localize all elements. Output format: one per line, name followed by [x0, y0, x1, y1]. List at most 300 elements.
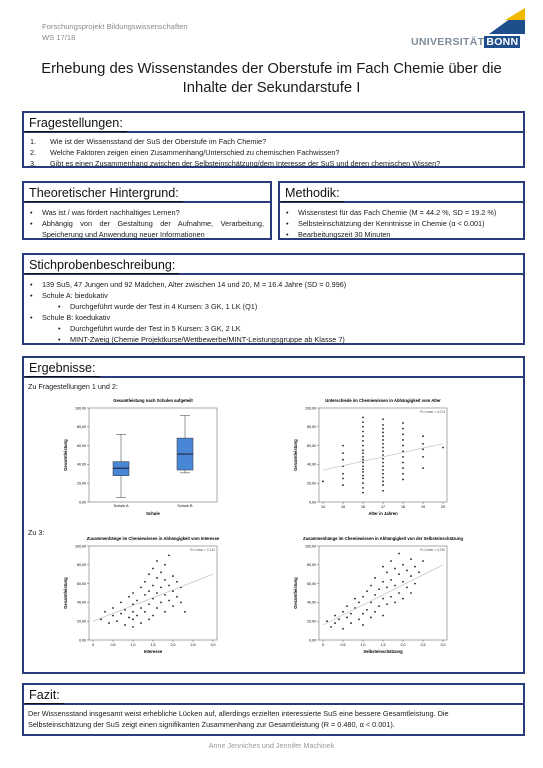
y-tick-label: 100,00	[305, 544, 316, 549]
scatter-point	[382, 566, 384, 568]
item-text: Selbsteinschätzung der Kenntnisse in Chemie (α < 0.001)	[298, 219, 485, 228]
label-fragen-1-2: Zu Fragestellungen 1 und 2:	[28, 382, 118, 391]
scatter-point	[370, 602, 372, 604]
scatter-point	[148, 573, 150, 575]
y-axis-label: Gesamtleistung	[63, 577, 68, 609]
scatter-point	[402, 598, 404, 600]
scatter-point	[422, 443, 424, 445]
scatter-point	[398, 592, 400, 594]
university-logo	[411, 8, 525, 48]
fazit-text	[24, 705, 523, 733]
scatter-point	[382, 480, 384, 482]
scatter-point	[382, 450, 384, 452]
methodik-header	[280, 183, 523, 203]
scatter-point	[148, 590, 150, 592]
x-tick-label: 0,5	[340, 643, 346, 647]
fazit-header	[24, 685, 523, 705]
y-tick-label: 0,00	[79, 638, 86, 643]
scatter-point	[160, 571, 162, 573]
x-tick-label: 2,5	[190, 643, 196, 647]
scatter-point	[362, 482, 364, 484]
scatter-point	[362, 456, 364, 458]
y-tick-label: 20,00	[77, 619, 86, 624]
scatter-point	[382, 462, 384, 464]
x-tick-label: 1,5	[380, 643, 386, 647]
chart-title: Zusammenhänge im Chemiewissen in Abhängigkeit von der Selbsteinschätzung	[303, 536, 463, 541]
y-tick-label: 100,00	[305, 406, 316, 411]
scatter-point	[362, 624, 364, 626]
scatter-point	[100, 618, 102, 620]
list-item	[30, 301, 517, 312]
list-item	[30, 207, 264, 218]
scatter-point	[362, 471, 364, 473]
scatter-point	[342, 473, 344, 475]
list-item	[30, 290, 517, 301]
scatter-point	[164, 594, 166, 596]
scatter-point	[402, 479, 404, 481]
scatter-point	[358, 618, 360, 620]
scatter-point	[124, 624, 126, 626]
scatter-point	[382, 435, 384, 437]
scatter-point	[338, 618, 340, 620]
semester: WS 17/18	[42, 33, 76, 42]
bullet-icon: •	[30, 280, 33, 289]
box-iqr	[113, 462, 129, 476]
scatter-point	[160, 586, 162, 588]
scatter-point	[382, 598, 384, 600]
scatter-point	[156, 607, 158, 609]
scatter-point	[390, 579, 392, 581]
scatter-point	[382, 615, 384, 617]
list-item	[30, 323, 517, 334]
x-tick-label: 1,5	[150, 643, 156, 647]
scatter-point	[136, 600, 138, 602]
item-number: 3.	[30, 159, 37, 168]
scatter-point	[342, 445, 344, 447]
item-text: Wie ist der Wissensstand der SuS der Oberstufe im Fach Chemie?	[50, 137, 267, 146]
x-tick-label: 20	[441, 505, 445, 509]
scatter-point	[362, 468, 364, 470]
x-tick-label: 1,0	[360, 643, 366, 647]
theorie-box	[22, 181, 272, 240]
scatter-point	[374, 577, 376, 579]
y-axis-label: Gesamtleistung	[293, 577, 298, 609]
scatter-point	[398, 573, 400, 575]
item-text: Bearbeitungszeit 30 Minuten	[298, 230, 391, 239]
list-item	[286, 229, 517, 240]
bullet-icon: •	[58, 324, 61, 333]
list-item	[286, 218, 517, 229]
list-item	[30, 312, 517, 323]
scatter-point	[132, 611, 134, 613]
scatter-point	[156, 577, 158, 579]
scatter-point	[406, 570, 408, 572]
bullet-icon: •	[30, 291, 33, 300]
item-text: Durchgeführt wurde der Test in 4 Kursen: 3 GK, 1 LK (Q1)	[70, 302, 258, 311]
y-tick-label: 80,00	[77, 425, 86, 430]
scatter-point	[410, 558, 412, 560]
logo-bonn: BONN	[486, 36, 519, 48]
scatter-point	[362, 475, 364, 477]
methodik-heading: Methodik:	[281, 185, 344, 202]
y-tick-label: 20,00	[307, 481, 316, 486]
list-item	[286, 207, 517, 218]
scatter-point	[382, 428, 384, 430]
y-tick-label: 60,00	[307, 443, 316, 448]
r-squared-annotation: R² Linear = 0,142	[190, 548, 215, 552]
scatter-point	[362, 613, 364, 615]
scatter-point	[136, 615, 138, 617]
x-tick-label: 1,0	[130, 643, 136, 647]
y-tick-label: 0,00	[309, 638, 316, 643]
y-tick-label: 60,00	[307, 581, 316, 586]
methodik-list	[280, 203, 523, 244]
scatter-point	[112, 615, 114, 617]
scatter-point	[104, 611, 106, 613]
scatter-point	[342, 478, 344, 480]
scatter-point	[402, 473, 404, 475]
scatter-point	[366, 609, 368, 611]
scatter-point	[164, 564, 166, 566]
scatter-point	[362, 478, 364, 480]
authors: Anne Jenniches und Jennifer Machinek	[208, 741, 335, 750]
list-item	[30, 334, 517, 345]
scatter-point	[132, 592, 134, 594]
scatter-point	[342, 628, 344, 630]
x-tick-label: 3,0	[210, 643, 216, 647]
scatter-point	[398, 553, 400, 555]
y-tick-label: 60,00	[77, 443, 86, 448]
scatter-point	[382, 447, 384, 449]
scatter-point	[164, 611, 166, 613]
scatter-point	[354, 598, 356, 600]
x-tick-label: 0	[92, 643, 94, 647]
scatter-point	[362, 462, 364, 464]
poster-title-line2: Inhalte der Sekundarstufe I	[182, 80, 361, 96]
scatter-point	[362, 465, 364, 467]
y-tick-label: 40,00	[307, 462, 316, 467]
scatter-point	[386, 586, 388, 588]
item-number: 1.	[30, 137, 37, 146]
scatter-point	[382, 465, 384, 467]
scatter-point	[402, 467, 404, 469]
bullet-icon: •	[58, 302, 61, 311]
x-tick-label: 14	[321, 505, 325, 509]
scatter-point	[120, 613, 122, 615]
chart-title: Gesamtleistung nach Schulen aufgeteilt	[113, 398, 193, 403]
x-axis-label: Interesse	[143, 649, 163, 654]
fazit-heading: Fazit:	[25, 687, 64, 704]
x-tick-label: 2,0	[400, 643, 406, 647]
chart-background	[59, 394, 234, 524]
scatter-point	[382, 443, 384, 445]
item-text: Gibt es einen Zusammenhang zwischen der Selbsteinschätzung/dem Interesse der SuS und deren chemischen Wissen?	[50, 159, 441, 168]
scatter-point	[342, 611, 344, 613]
item-text: Welche Faktoren zeigen einen Zusammenhang/Unterschied zu chemischen Fachwissen?	[50, 148, 340, 157]
list-item	[30, 279, 517, 290]
scatter-point	[124, 609, 126, 611]
stichprobe-box	[22, 253, 525, 345]
y-axis-label: Gesamtleistung	[63, 439, 68, 471]
fragestellungen-heading: Fragestellungen:	[25, 115, 127, 132]
scatter-point	[422, 560, 424, 562]
x-tick-label: 0	[322, 643, 324, 647]
bullet-icon: •	[30, 208, 33, 217]
scatter-point	[116, 620, 118, 622]
logo-text	[411, 36, 520, 48]
x-category-label: Schule A	[113, 504, 129, 508]
scatter-point	[140, 622, 142, 624]
y-tick-label: 40,00	[77, 462, 86, 467]
x-axis-label: Alter in Jahren	[368, 511, 398, 516]
theorie-list	[24, 203, 270, 244]
y-tick-label: 20,00	[77, 481, 86, 486]
logo-mark-icon	[485, 8, 525, 34]
list-item	[30, 218, 264, 240]
stichprobe-list	[24, 275, 523, 349]
item-text: Schule B: koedukativ	[42, 313, 111, 322]
item-text: Durchgeführt wurde der Test in 5 Kursen: 3 GK, 2 LK	[70, 324, 241, 333]
fazit-line1: Der Wissensstand insgesamt weist erhebliche Lücken auf, allerdings erzielten interessierte SuS eine bessere Gesamtleistung. Die	[28, 709, 449, 718]
x-tick-label: 2,5	[420, 643, 426, 647]
scatter-point	[414, 566, 416, 568]
scatter-point	[180, 602, 182, 604]
methodik-box	[278, 181, 525, 240]
scatter-point	[350, 613, 352, 615]
scatter-point	[128, 617, 130, 619]
scatter-point	[410, 575, 412, 577]
scatter-point	[144, 611, 146, 613]
scatter-point	[422, 435, 424, 437]
fazit-box	[22, 683, 525, 736]
poster-title-line1: Erhebung des Wissenstandes der Oberstufe im Fach Chemie über die	[41, 61, 502, 77]
scatter-point	[152, 615, 154, 617]
chart-scatter-selbst-svg	[289, 532, 464, 662]
scatter-point	[370, 617, 372, 619]
scatter-point	[362, 492, 364, 494]
item-text: 139 SuS, 47 Jungen und 92 Mädchen, Alter zwischen 14 und 20, M = 16.4 Jahre (SD = 0.996)	[42, 280, 347, 289]
scatter-point	[172, 575, 174, 577]
scatter-point	[382, 454, 384, 456]
stichprobe-header	[24, 255, 523, 275]
list-item	[30, 147, 517, 158]
stichprobe-heading: Stichprobenbeschreibung:	[25, 257, 179, 274]
scatter-point	[176, 581, 178, 583]
scatter-point	[164, 579, 166, 581]
y-tick-label: 100,00	[75, 406, 86, 411]
scatter-point	[382, 424, 384, 426]
scatter-point	[362, 459, 364, 461]
scatter-point	[390, 596, 392, 598]
theorie-heading: Theoretischer Hintergrund:	[25, 185, 183, 202]
scatter-point	[402, 422, 404, 424]
scatter-point	[330, 626, 332, 628]
scatter-point	[346, 605, 348, 607]
fragestellungen-header	[24, 113, 523, 133]
scatter-point	[378, 588, 380, 590]
chart-scatter-alter	[289, 394, 464, 524]
scatter-point	[342, 452, 344, 454]
course-title: Forschungsprojekt Bildungswissenschaften	[42, 22, 188, 31]
chart-scatter-alter-svg	[289, 394, 464, 524]
scatter-point	[362, 417, 364, 419]
scatter-point	[442, 447, 444, 449]
fragestellungen-list	[24, 133, 523, 172]
scatter-point	[362, 445, 364, 447]
scatter-point	[382, 469, 384, 471]
bullet-icon: •	[30, 219, 33, 228]
list-item	[30, 136, 517, 147]
scatter-point	[402, 581, 404, 583]
scatter-point	[132, 626, 134, 628]
scatter-point	[140, 607, 142, 609]
x-tick-label: 17	[381, 505, 385, 509]
item-number: 2.	[30, 148, 37, 157]
scatter-point	[148, 603, 150, 605]
y-tick-label: 60,00	[77, 581, 86, 586]
bullet-icon: •	[58, 335, 61, 344]
chart-box-schulen-svg	[59, 394, 234, 524]
item-text: Was ist / was fördert nachhaltiges Lernen?	[42, 208, 180, 217]
scatter-point	[350, 622, 352, 624]
scatter-point	[362, 431, 364, 433]
y-tick-label: 20,00	[307, 619, 316, 624]
chart-scatter-selbst	[289, 532, 464, 662]
scatter-point	[156, 560, 158, 562]
item-text: Schule A: biedukativ	[42, 291, 108, 300]
scatter-point	[394, 585, 396, 587]
chart-title: Zusammenhänge im Chemiewissen in Abhängigkeit vom Interesse	[86, 536, 220, 541]
y-axis-label: Gesamtleistung	[293, 439, 298, 471]
ergebnisse-heading: Ergebnisse:	[25, 360, 100, 377]
scatter-point	[112, 607, 114, 609]
scatter-point	[144, 581, 146, 583]
x-tick-label: 18	[401, 505, 405, 509]
scatter-point	[326, 620, 328, 622]
scatter-point	[362, 440, 364, 442]
scatter-point	[322, 480, 324, 482]
item-text: MINT-Zweig (Chemie Projektkurse/Wettbewerbe/MINT-Leistungsgruppe ab Klasse 7)	[70, 335, 345, 344]
scatter-point	[168, 600, 170, 602]
scatter-point	[390, 560, 392, 562]
x-tick-label: 3,0	[440, 643, 446, 647]
scatter-point	[362, 452, 364, 454]
scatter-point	[382, 490, 384, 492]
x-axis-label: Selbsteinschätzung	[363, 649, 403, 654]
scatter-point	[342, 459, 344, 461]
x-tick-label: 15	[341, 505, 345, 509]
scatter-point	[128, 596, 130, 598]
scatter-point	[334, 615, 336, 617]
scatter-point	[132, 603, 134, 605]
bullet-icon: •	[286, 230, 289, 239]
scatter-point	[362, 596, 364, 598]
scatter-point	[346, 617, 348, 619]
scatter-point	[374, 594, 376, 596]
scatter-point	[422, 456, 424, 458]
scatter-point	[382, 484, 384, 486]
scatter-point	[152, 568, 154, 570]
scatter-point	[410, 592, 412, 594]
ergebnisse-box	[22, 356, 525, 674]
chart-title: Unterschiede im Chemiewissen in Abhängigkeit vom Alter	[325, 398, 441, 403]
scatter-point	[386, 603, 388, 605]
scatter-point	[382, 477, 384, 479]
scatter-point	[120, 602, 122, 604]
scatter-point	[382, 581, 384, 583]
fragestellungen-box	[22, 111, 525, 168]
scatter-point	[378, 605, 380, 607]
x-category-label: Schule B	[177, 504, 193, 508]
y-tick-label: 0,00	[309, 500, 316, 505]
scatter-point	[342, 484, 344, 486]
scatter-point	[402, 450, 404, 452]
y-tick-label: 40,00	[307, 600, 316, 605]
x-tick-label: 2,0	[170, 643, 176, 647]
scatter-point	[402, 456, 404, 458]
scatter-point	[394, 602, 396, 604]
scatter-point	[382, 432, 384, 434]
scatter-point	[402, 439, 404, 441]
scatter-point	[366, 590, 368, 592]
theorie-header	[24, 183, 270, 203]
x-tick-label: 19	[421, 505, 425, 509]
scatter-point	[362, 435, 364, 437]
r-squared-annotation: R² Linear = 0,074	[420, 410, 445, 414]
bullet-icon: •	[30, 313, 33, 322]
scatter-point	[334, 622, 336, 624]
scatter-point	[418, 571, 420, 573]
bullet-icon: •	[286, 208, 289, 217]
scatter-point	[386, 571, 388, 573]
scatter-point	[414, 583, 416, 585]
y-tick-label: 100,00	[75, 544, 86, 549]
item-text: Abhängig von der Gestaltung der Aufnahme, Verarbeitung, Speicherung und Anwendung neuer Informationen	[42, 219, 264, 239]
scatter-point	[374, 611, 376, 613]
scatter-point	[172, 590, 174, 592]
bullet-icon: •	[286, 219, 289, 228]
scatter-point	[156, 592, 158, 594]
scatter-point	[132, 618, 134, 620]
chart-scatter-interesse-svg	[59, 532, 234, 662]
scatter-point	[168, 555, 170, 557]
scatter-point	[382, 473, 384, 475]
scatter-point	[402, 564, 404, 566]
y-tick-label: 80,00	[307, 563, 316, 568]
x-tick-label: 0,5	[110, 643, 116, 647]
y-tick-label: 40,00	[77, 600, 86, 605]
chart-scatter-interesse	[59, 532, 234, 662]
scatter-point	[140, 586, 142, 588]
item-text: Wissenstest für das Fach Chemie (M = 44.2 %, SD = 19.2 %)	[298, 208, 497, 217]
scatter-point	[362, 449, 364, 451]
list-item	[30, 158, 517, 169]
scatter-point	[382, 458, 384, 460]
scatter-point	[108, 622, 110, 624]
course-header	[42, 21, 188, 43]
scatter-point	[422, 467, 424, 469]
scatter-point	[144, 594, 146, 596]
scatter-point	[422, 448, 424, 450]
scatter-point	[148, 618, 150, 620]
scatter-point	[172, 605, 174, 607]
scatter-point	[370, 585, 372, 587]
y-tick-label: 80,00	[307, 425, 316, 430]
x-axis-label: Schule	[146, 511, 160, 516]
scatter-point	[382, 439, 384, 441]
label-frage-3: Zu 3:	[28, 528, 45, 537]
x-tick-label: 16	[361, 505, 365, 509]
